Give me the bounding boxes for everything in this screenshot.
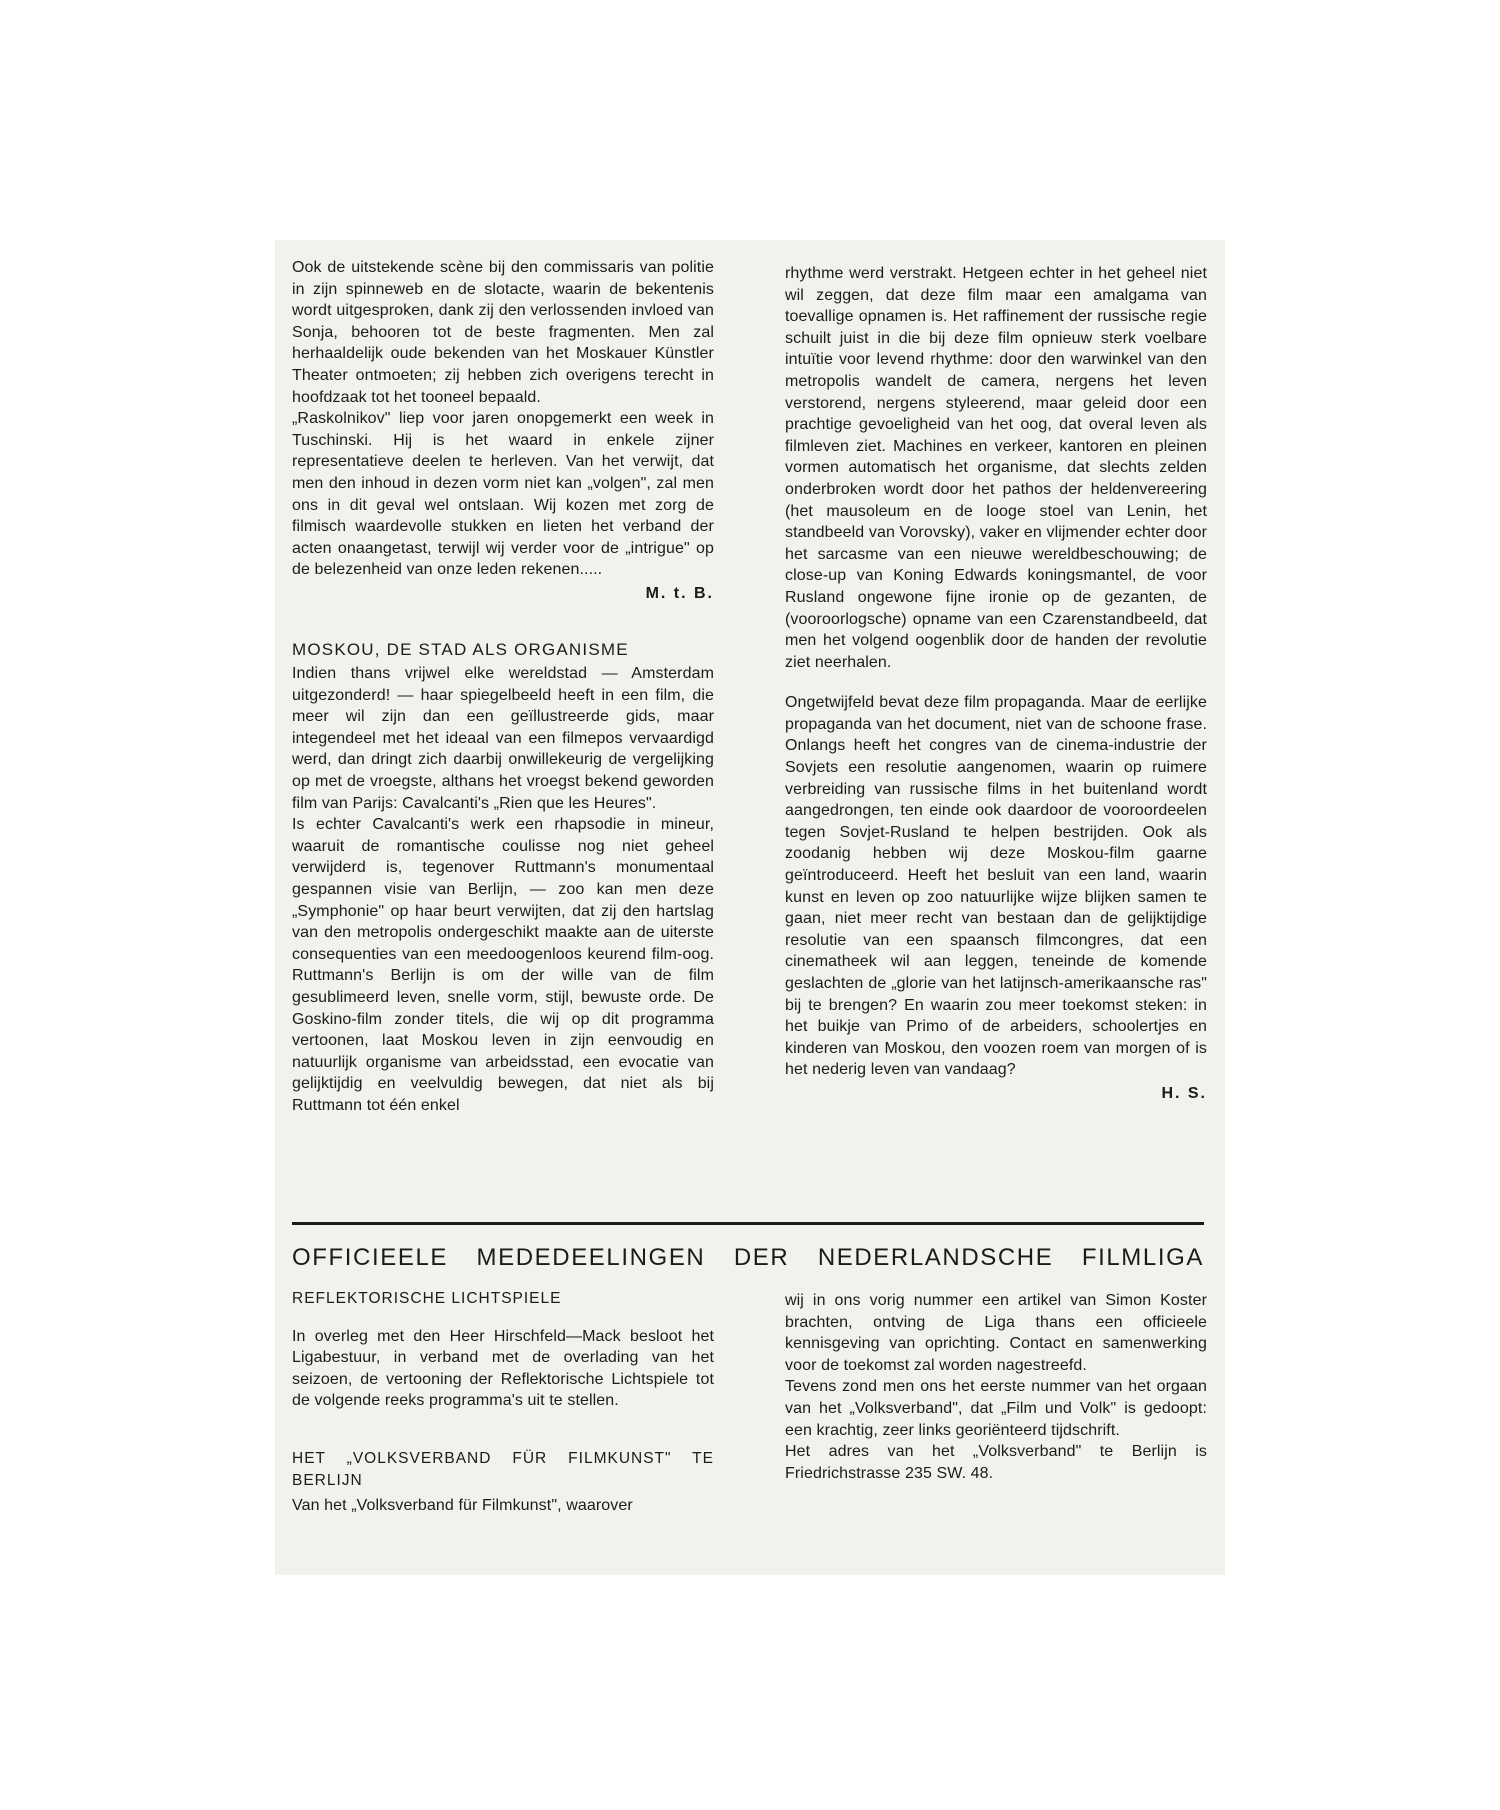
paragraph: Tevens zond men ons het eerste nummer van het orgaan van het „Volksverband", dat „Film und Volk" is gedoopt: een krachtig, zeer links georiënteerd tijdschrift. (785, 1378, 1207, 1439)
signature-mtb: M. t. B. (645, 584, 714, 602)
announcements-banner-title: OFFICIEELE MEDEDEELINGEN DER NEDERLANDSCHE FILMLIGA (292, 1244, 1204, 1271)
signature-hs: H. S. (1161, 1084, 1207, 1102)
section-heading-moskou: MOSKOU, DE STAD ALS ORGANISME (292, 639, 629, 659)
section-divider (292, 1222, 1204, 1225)
paragraph: Indien thans vrijwel elke wereldstad — Amsterdam uitgezonderd! — haar spiegelbeeld heeft in een film, die meer wil zijn dan een geïllustreerde gids, maar integendeel met het ideaal van een filmepos vervaardigd werd, dan dringt zich daarbij onwillekeurig de vergelijking op met de vroegste, althans het vroegst bekend geworden film van Parijs: Cavalcanti's „Rien que les Heures". (292, 665, 714, 812)
article-column-right (785, 263, 1207, 1105)
paragraph: Van het „Volksverband für Filmkunst", waarover (292, 1497, 633, 1515)
announcements-column-right (785, 1290, 1207, 1484)
heading-volksverband: HET „VOLKSVERBAND FÜR FILMKUNST" TE BERLIJN (292, 1449, 714, 1489)
paragraph: Ongetwijfeld bevat deze film propaganda. Maar de eerlijke propaganda van het document, niet van de schoone frase. Onlangs heeft het congres van de cinema-industrie der Sovjets een resolutie aangenomen, waarin op ruimere verbreiding van russische films in het buitenland wordt aangedrongen, ten einde ook daardoor de vooroordeelen tegen Sovjet-Rusland te helpen bestrijden. Ook als zoodanig hebben wij deze Moskou-film gaarne geïntroduceerd. Heeft het besluit van een land, waarin kunst en leven op zoo natuurlijke wijze blijken samen te gaan, niet meer recht van bestaan dan de gelijktijdige resolutie van een spaansch filmcongres, dat een cinematheek wil aan leggen, teneinde de komende geslachten de „glorie van het latijnsch-amerikaansche ras" bij te brengen? En waarin zou meer toekomst steken: in het buikje van Primo of de arbeiders, schoolertjes en kinderen van Moskou, den voozen roem van morgen of is het nederig leven van vandaag? (785, 694, 1207, 1079)
heading-reflektorische: REFLEKTORISCHE LICHTSPIELE (292, 1290, 562, 1307)
paragraph: rhythme werd verstrakt. Hetgeen echter in het geheel niet wil zeggen, dat deze film maar een amalgama van toevallige opnamen is. Het raffinement der russische regie schuilt juist in die bij deze film opnieuw sterk voelbare intuïtie voor levend rhythme: door den warwinkel van den metropolis wandelt de camera, nergens het leven verstorend, nergens styleerend, maar geleid door een prachtige gevoeligheid van het oog, dat overal leven als filmleven ziet. Machines en verkeer, kantoren en pleinen vormen automatisch het organisme, dat slechts zelden onderbroken wordt door het pathos der heldenvereering (het mausoleum en de looge stoel van Lenin, het standbeeld van Vorovsky), vaker en vlijmender echter door het sarcasme van een nieuwe wereldbeschouwing; de close-up van Koning Edwards koningsmantel, de voor Rusland ongewone fijne ironie op de gezanten, de (vooroorlogsche) opname van een Czarenstandbeeld, dat men het volgend oogenblik door de handen der revolutie ziet neerhalen. (785, 265, 1207, 671)
paragraph: „Raskolnikov" liep voor jaren onopgemerkt een week in Tuschinski. Hij is het waard in enkele zijner representatieve deelen te herleven. Van het verwijt, dat men den inhoud in dezen vorm niet kan „volgen", zal men ons in dit geval wel ontslaan. Wij kozen met zorg de filmisch waardevolle stukken en lieten het verband der acten onaangetast, terwijl wij verder voor de „intrigue" op de belezenheid van onze leden rekenen..... (292, 410, 714, 579)
article-column-left (292, 257, 714, 1117)
paragraph: wij in ons vorig nummer een artikel van Simon Koster brachten, ontving de Liga thans een officieele kennisgeving van oprichting. Contact en samenwerking voor de toekomst zal worden nagestreefd. (785, 1292, 1207, 1374)
paragraph: In overleg met den Heer Hirschfeld—Mack besloot het Ligabestuur, in verband met de overlading van het seizoen, de vertooning der Reflektorische Lichtspiele tot de volgende reeks programma's uit te stellen. (292, 1327, 714, 1410)
paragraph: Ook de uitstekende scène bij den commissaris van politie in zijn spinneweb en de slotacte, waarin de bekentenis wordt uitgesproken, dank zij den verlossenden invloed van Sonja, behooren tot de beste fragmenten. Men zal herhaaldelijk oude bekenden van het Moskauer Künstler Theater ontmoeten; zij hebben zich overigens terecht in hoofdzaak tot het tooneel bepaald. (292, 259, 714, 406)
paragraph: Is echter Cavalcanti's werk een rhapsodie in mineur, waaruit de romantische coulisse nog niet geheel verwijderd is, tegenover Ruttmann's monumentaal gespannen visie van Berlijn, — zoo kan men deze „Symphonie" op haar beurt verwijten, dat zij den hartslag van den metropolis ondergeschikt maakte aan de uiterste consequenties van een meedoogenloos keurend film-oog. Ruttmann's Berlijn is om der wille van de film gesublimeerd leven, snelle vorm, stijl, bewuste orde. De Goskino-film zonder titels, die wij op dit programma vertoonen, laat Moskou leven in zijn eenvoudig en natuurlijk organisme van arbeidsstad, een evocatie van gelijktijdig en veelvuldig bewegen, dat niet als bij Ruttmann tot één enkel (292, 816, 714, 1114)
paragraph: Het adres van het „Volksverband" te Berlijn is Friedrichstrasse 235 SW. 48. (785, 1443, 1207, 1482)
announcements-column-left (292, 1288, 714, 1517)
